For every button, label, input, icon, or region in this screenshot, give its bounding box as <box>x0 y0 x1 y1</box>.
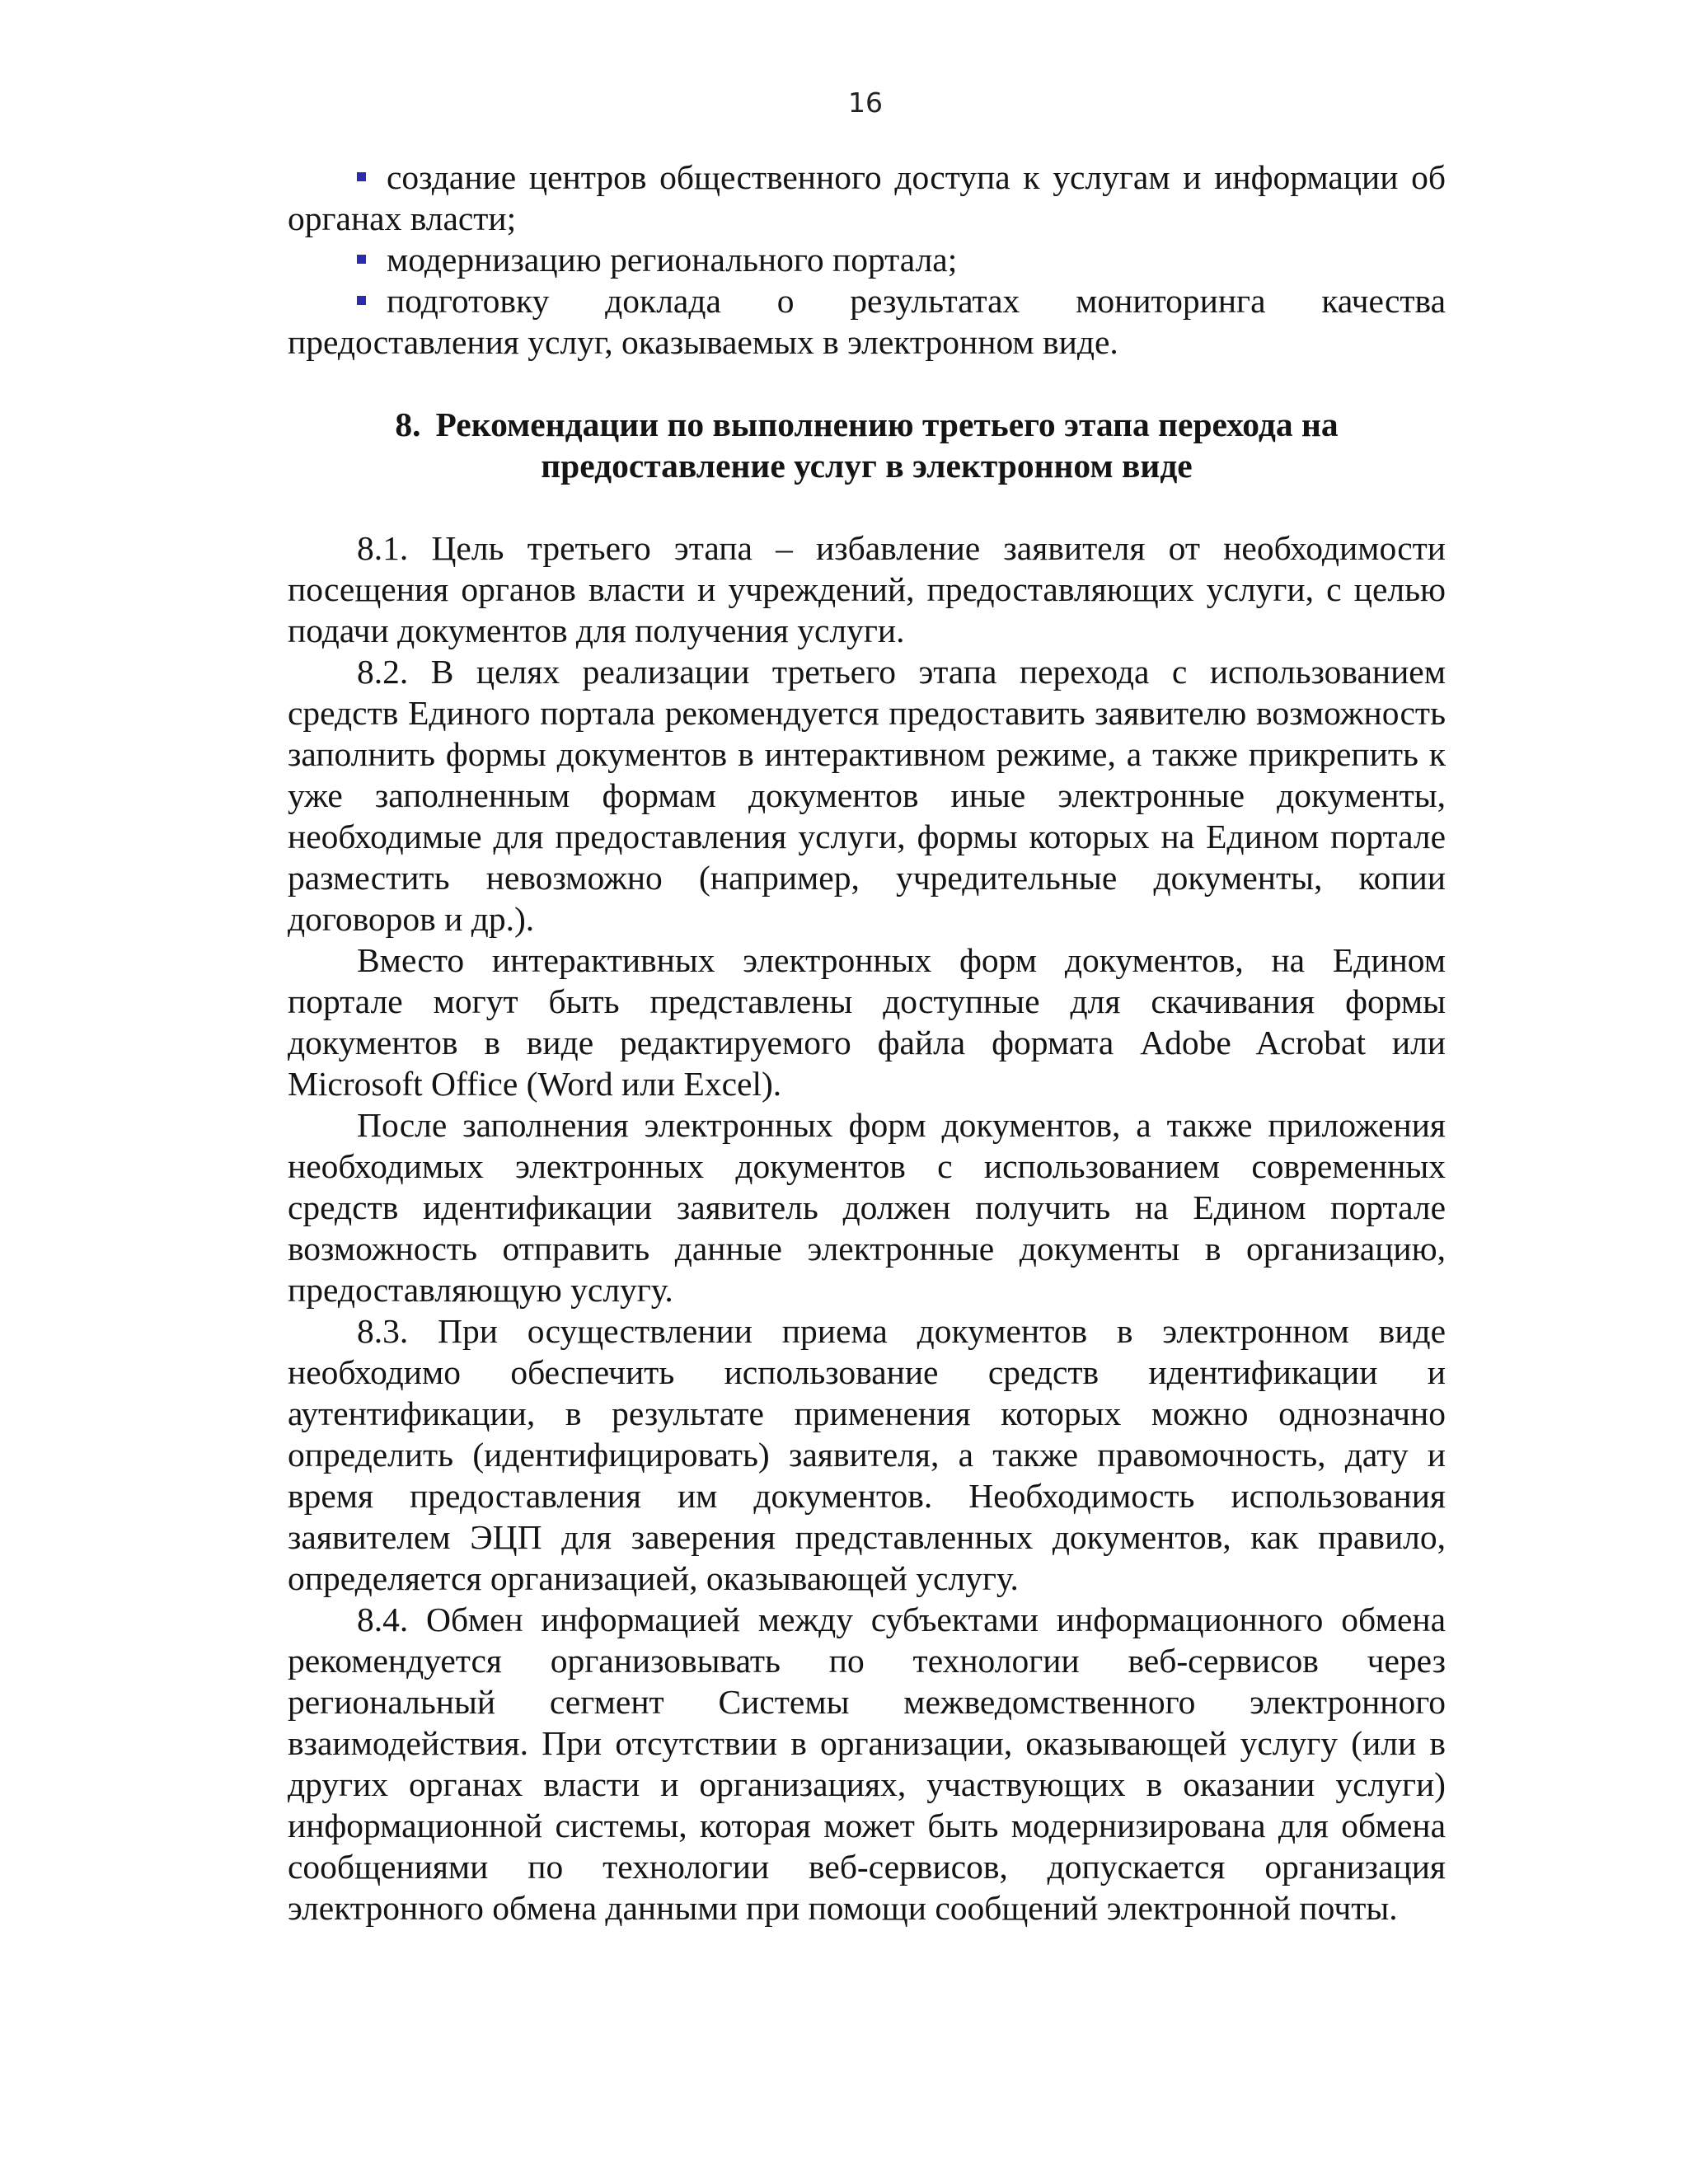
page-content <box>288 157 1446 1929</box>
section-heading-line-1 <box>288 404 1446 445</box>
paragraph-after-filling: После заполнения электронных форм документов, а также приложения необходимых электронных документов с использованием современных средств идентификации заявитель должен получить на Едином портале возможность отправить данные электронные документы в организацию, предоставляющую услугу. <box>288 1106 1446 1309</box>
bullet-square-icon <box>357 255 366 264</box>
paragraph-8-1: 8.1. Цель третьего этапа – избавление заявителя от необходимости посещения органов власти и учреждений, предоставляющих услуги, с целью подачи документов для получения услуги. <box>288 529 1446 649</box>
section-title-line-2: предоставление услуг в электронном виде <box>541 447 1193 485</box>
bullet-square-icon <box>357 172 366 181</box>
bullet-text: модернизацию регионального портала; <box>387 241 958 279</box>
paragraph-8-3: 8.3. При осуществлении приема документов в электронном виде необходимо обеспечить использование средств идентификации и аутентификации, в результате применения которых можно однозначно определить (идентифицировать) заявителя, а также правомочность, дату и время предоставления им документов. Необходимость использования заявителем ЭЦП для заверения представленных документов, как правило, определяется организацией, оказывающей услугу. <box>288 1312 1446 1597</box>
paragraph-8-4: 8.4. Обмен информацией между субъектами информационного обмена рекомендуется организовывать по технологии веб-сервисов через региональный сегмент Системы межведомственного электронного взаимодействия. При отсутствии в организации, оказывающей услугу (или в других органах власти и организациях, участвующих в оказании услуги) информационной системы, которая может быть модернизирована для обмена сообщениями по технологии веб-сервисов, допускается организация электронного обмена данными при помощи сообщений электронной почты. <box>288 1601 1446 1927</box>
bullet-item <box>288 239 1446 280</box>
bullet-item <box>288 280 1446 363</box>
section-title-line-1: Рекомендации по выполнению третьего этапа перехода на <box>435 405 1339 443</box>
page-number: 16 <box>848 87 883 119</box>
paragraph-forms: Вместо интерактивных электронных форм документов, на Едином портале могут быть представлены доступные для скачивания формы документов в виде редактируемого файла формата Adobe Acrobat или Microsoft Office (Word или Excel). <box>288 941 1446 1103</box>
bullet-text: подготовку доклада о результатах мониторинга качества предоставления услуг, оказываемых в электронном виде. <box>288 282 1446 361</box>
bullet-text: создание центров общественного доступа к услугам и информации об органах власти; <box>288 158 1446 237</box>
section-heading <box>288 404 1446 486</box>
section-number: 8. <box>395 405 421 443</box>
bullet-item <box>288 157 1446 239</box>
paragraph-8-2: 8.2. В целях реализации третьего этапа перехода с использованием средств Единого портала рекомендуется предоставить заявителю возможность заполнить формы документов в интерактивном режиме, а также прикрепить к уже заполненным формам документов иные электронные документы, необходимые для предоставления услуги, формы которых на Едином портале разместить невозможно (например, учредительные документы, копии договоров и др.). <box>288 653 1446 938</box>
bullet-square-icon <box>357 296 366 305</box>
